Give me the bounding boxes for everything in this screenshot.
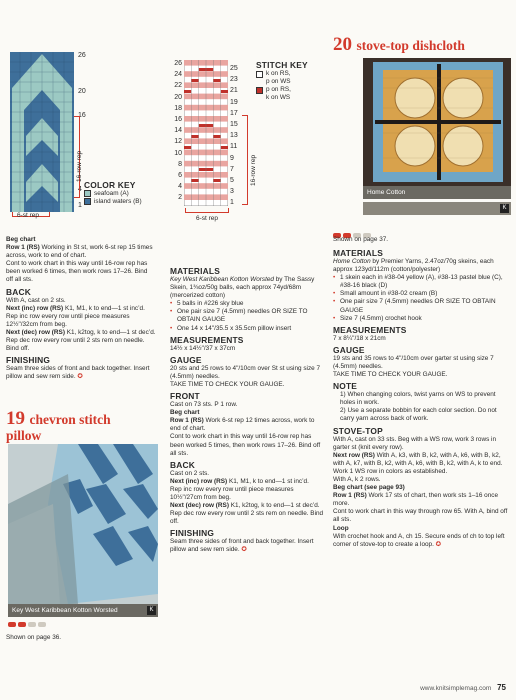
row-num: 14 <box>174 127 182 135</box>
stitch-key-a1: k on RS, <box>266 70 291 77</box>
row1-label: Row 1 (RS) <box>6 244 40 252</box>
back-heading: BACK <box>170 459 195 470</box>
beg-chart-heading: Beg chart (see page 93) <box>333 484 405 492</box>
dec-row-label: Next (dec) row (RS) <box>6 328 65 336</box>
gauge-heading: GAUGE <box>170 354 202 365</box>
rep-dec-text: Rep dec row every row until 2 sts rem on needle. Bind off. <box>170 510 324 526</box>
color-key-title: COLOR KEY <box>84 180 136 190</box>
row-rep-label: 16-row rep <box>250 154 257 186</box>
seafoam-swatch <box>84 190 91 197</box>
pillow-photo <box>8 444 158 604</box>
right-instructions <box>333 246 509 549</box>
shown-on-page: Shown on page 36. <box>6 634 62 641</box>
chart-row-label: 26 <box>78 52 86 59</box>
end-mark-icon: ✪ <box>241 546 247 554</box>
project-title-line2: pillow <box>6 428 42 443</box>
footer-url[interactable]: www.knitsimplemag.com <box>420 685 492 692</box>
row-num: 6 <box>178 172 182 180</box>
row-num: 22 <box>174 82 182 90</box>
stove-top-heading: STOVE-TOP <box>333 425 383 436</box>
skill-level-dots <box>8 622 48 630</box>
color-key <box>84 178 164 207</box>
finishing-heading: FINISHING <box>6 355 51 366</box>
stitch-key-b1: p on RS, <box>266 86 291 94</box>
project-title: stove-top dishcloth <box>356 38 465 53</box>
row-num: 10 <box>174 149 182 157</box>
caption-strip <box>363 202 511 215</box>
material-item: • 5 balls in #226 sky blue <box>170 300 326 308</box>
yarn-caption-20 <box>363 186 511 199</box>
island-swatch <box>84 198 91 205</box>
dec-row-text: K1, k2tog, k to end—1 st dec’d. <box>228 502 320 510</box>
measurements-text: 14½ x 14½"/37 x 37cm <box>170 344 236 352</box>
middle-instructions <box>170 264 326 555</box>
end-mark-icon: ✪ <box>435 540 442 548</box>
row-num: 21 <box>230 87 238 95</box>
yarn-detail: by Premier Yarns, 2.47oz/70g skeins, each approx 123yd/112m (cotton/polyester) <box>333 258 494 274</box>
gauge-heading: GAUGE <box>333 344 365 355</box>
row-num: 23 <box>230 76 238 84</box>
stitch-key-a2: p on WS <box>266 78 291 86</box>
shown-on-page: Shown on page 37. <box>333 236 389 243</box>
material-item: • 1 skein each in #38-04 yellow (A), #38-13 pastel blue (C), #38-16 black (D) <box>333 274 509 290</box>
beg-chart-cont: Cont to work chart in this way until 16-row rep has been worked 5 times, then work rows 17–26. Bind off all sts. <box>170 433 321 457</box>
material-item: • One 14 x 14"/35.5 x 35.5cm pillow insert <box>170 325 326 333</box>
gauge-text: 19 sts and 35 rows to 4"/10cm over garter st using size 7 (4.5mm) needles. <box>333 354 494 370</box>
materials-heading: MATERIALS <box>333 248 384 258</box>
row1-label: Row 1 (RS) <box>170 417 204 425</box>
back-castOn: Cast on 2 sts. <box>170 469 210 477</box>
row-num: 12 <box>174 138 182 146</box>
next-row-text: With A, k3, with B, k2, with A, k6, with B, k2, with A, k7, with B, k2, with A, k6, with B, k2, with A, k to end. <box>333 451 503 467</box>
beg-chart-cont: Cont to work chart in this way through row 65. With A, bind off all sts. <box>333 508 508 524</box>
beg-chart-cont: Cont to work chart in this way until 16-row rep has been worked 6 times, then work rows 17–26. Bind off all sts. <box>6 260 148 284</box>
rep-inc-text: Rep inc row every row until piece measures 10½"/27cm from beg. <box>170 485 294 501</box>
front-text: Cast on 73 sts. P 1 row. <box>170 401 238 409</box>
chart-row-label: 4 <box>78 186 82 193</box>
stitch-chart-grid <box>184 60 228 206</box>
row-rep-bracket <box>242 115 248 205</box>
material-item: • Small amount in #38-02 cream (B) <box>333 290 509 298</box>
stitch-key <box>256 58 326 102</box>
level-tag: K <box>500 204 509 213</box>
row-num: 13 <box>230 132 238 140</box>
project-number: 19 <box>6 408 25 429</box>
yarn-name: Home Cotton <box>333 258 371 265</box>
measurements-heading: MEASUREMENTS <box>170 334 244 345</box>
beg-chart-text: Work 17 sts of chart, then work sts 1–16 once more. <box>333 492 499 508</box>
note-item: 1) When changing colors, twist yarns on WS to prevent holes in work. <box>340 391 496 407</box>
back-castOn: With A, cast on 2 sts. <box>6 296 66 304</box>
loop-text: With crochet hook and A, ch 15. Secure ends of ch to top left corner of stove-top to create a loop. <box>333 532 505 548</box>
yarn-caption-text: Home Cotton <box>367 189 406 196</box>
stove-castOn: With A, cast on 33 sts. Beg with a WS row, work 3 rows in garter st (knit every row). <box>333 435 497 451</box>
material-item: • One pair size 7 (4.5mm) needles OR SIZE TO OBTAIN GAUGE <box>333 298 509 314</box>
gauge-text: 20 sts and 25 rows to 4"/10cm over St st using size 7 (4.5mm) needles. <box>170 364 321 380</box>
finishing-heading: FINISHING <box>170 528 215 539</box>
next-row-label: Next row (RS) <box>333 451 375 459</box>
yarn-caption-text: Key West Karibbean Kotton Worsted <box>12 607 118 614</box>
row-num: 7 <box>230 165 234 173</box>
row-num: 1 <box>230 199 234 207</box>
row-num: 3 <box>230 188 234 196</box>
materials-heading: MATERIALS <box>170 266 221 276</box>
level-tag: K <box>147 606 156 615</box>
left-instructions <box>6 236 156 381</box>
chart-row-label: 16 <box>78 112 86 119</box>
st-rep-label: 6-st rep <box>17 212 40 219</box>
measurements-heading: MEASUREMENTS <box>333 324 407 335</box>
stitch-key-b2: k on WS <box>266 94 291 102</box>
row-num: 8 <box>178 160 182 168</box>
inc-row-label: Next (inc) row (RS) <box>170 477 228 485</box>
note-heading: NOTE <box>333 381 358 392</box>
beg-chart-heading: Beg chart <box>170 409 200 417</box>
inc-row-label: Next (inc) row (RS) <box>6 304 64 312</box>
rep-dec-text: Rep dec row every row until 2 sts rem on needle. Bind off. <box>6 337 145 353</box>
material-item: • Size 7 (4.5mm) crochet hook <box>333 315 509 323</box>
gauge-check: TAKE TIME TO CHECK YOUR GAUGE. <box>333 371 448 379</box>
project-title-line1: chevron stitch <box>29 412 111 427</box>
page-number: 75 <box>497 683 506 692</box>
note-item: 2) Use a separate bobbin for each color section. Do not carry yarn across back of work. <box>340 407 497 423</box>
inc-row-text: K1, M1, k to end—1 st inc’d. <box>227 477 309 485</box>
knit-swatch <box>256 71 263 78</box>
row-num: 18 <box>174 104 182 112</box>
row-num: 15 <box>230 121 238 129</box>
measurements-text: 7 x 8¼"/18 x 21cm <box>333 334 386 342</box>
project-number: 20 <box>333 34 352 55</box>
chart-left-numbers <box>168 58 182 204</box>
yarn-detail: by The Sassy Skein, 1¾oz/50g balls, each approx 74yd/68m (mercerized cotton) <box>170 276 315 300</box>
dec-row-label: Next (dec) row (RS) <box>170 502 229 510</box>
dishcloth-illustration <box>363 58 511 186</box>
row-num: 17 <box>230 109 238 117</box>
dishcloth-photo <box>363 58 511 186</box>
row-num: 16 <box>174 116 182 124</box>
stove-k2: With A, k 2 rows. <box>333 475 381 483</box>
page-footer <box>420 683 506 692</box>
yarn-name: Key West Karibbean Kotton Worsted <box>170 276 274 283</box>
row-rep-label: 16-row rep <box>76 150 83 182</box>
row-num: 5 <box>230 177 234 185</box>
row-num: 25 <box>230 65 238 72</box>
yarn-caption-19 <box>8 604 158 617</box>
row-num: 24 <box>174 71 182 79</box>
beg-chart-text: Working in St st, work 6-st rep 15 times across, work to end of chart. <box>6 244 153 260</box>
rep-inc-text: Rep inc row every row until piece measures 12½"/32cm from beg. <box>6 312 130 328</box>
row-num: 26 <box>174 60 182 67</box>
color-key-b: island waters (B) <box>94 198 142 206</box>
loop-heading: Loop <box>333 524 349 532</box>
dec-row-text: K1, k2tog, k to end—1 st dec’d. <box>64 328 156 336</box>
color-key-a: seafoam (A) <box>94 190 129 198</box>
row1-label: Row 1 (RS) <box>333 492 367 500</box>
purl-swatch <box>256 87 263 94</box>
chart-row-label: 20 <box>78 88 86 95</box>
chevron-chart-grid <box>10 52 74 212</box>
beg-chart-heading: Beg chart <box>6 236 36 243</box>
project-19-title <box>6 410 162 443</box>
end-mark-icon: ✪ <box>77 373 83 381</box>
stitch-key-title: STITCH KEY <box>256 60 308 70</box>
beg-chart-text: Work 6-st rep 12 times across, work to end of chart. <box>170 417 315 433</box>
row-num: 19 <box>230 98 238 106</box>
st-rep-label: 6-st rep <box>196 215 219 222</box>
finishing-text: Seam three sides of front and back together. Insert pillow and sew rem side. <box>170 538 314 554</box>
front-heading: FRONT <box>170 391 200 402</box>
st-rep-bracket <box>185 208 229 213</box>
inc-row-text: K1, M1, k to end—1 st inc’d. <box>63 304 145 312</box>
material-item: • One pair size 7 (4.5mm) needles OR SIZE TO OBTAIN GAUGE <box>170 308 326 324</box>
row-num: 20 <box>174 93 182 101</box>
back-heading: BACK <box>6 286 31 297</box>
row-num: 4 <box>178 183 182 191</box>
gauge-check: TAKE TIME TO CHECK YOUR GAUGE. <box>170 380 285 388</box>
row-num: 2 <box>178 194 182 202</box>
row-num: 11 <box>230 143 238 151</box>
finishing-text: Seam three sides of front and back together. Insert pillow and sew rem side. <box>6 365 150 381</box>
row-num: 9 <box>230 154 234 162</box>
stove-ws-row: Work 1 WS row in colors as established. <box>333 467 448 475</box>
project-20-title <box>333 34 511 56</box>
pillow-illustration <box>8 444 158 604</box>
chart-row-label: 1 <box>78 202 82 209</box>
